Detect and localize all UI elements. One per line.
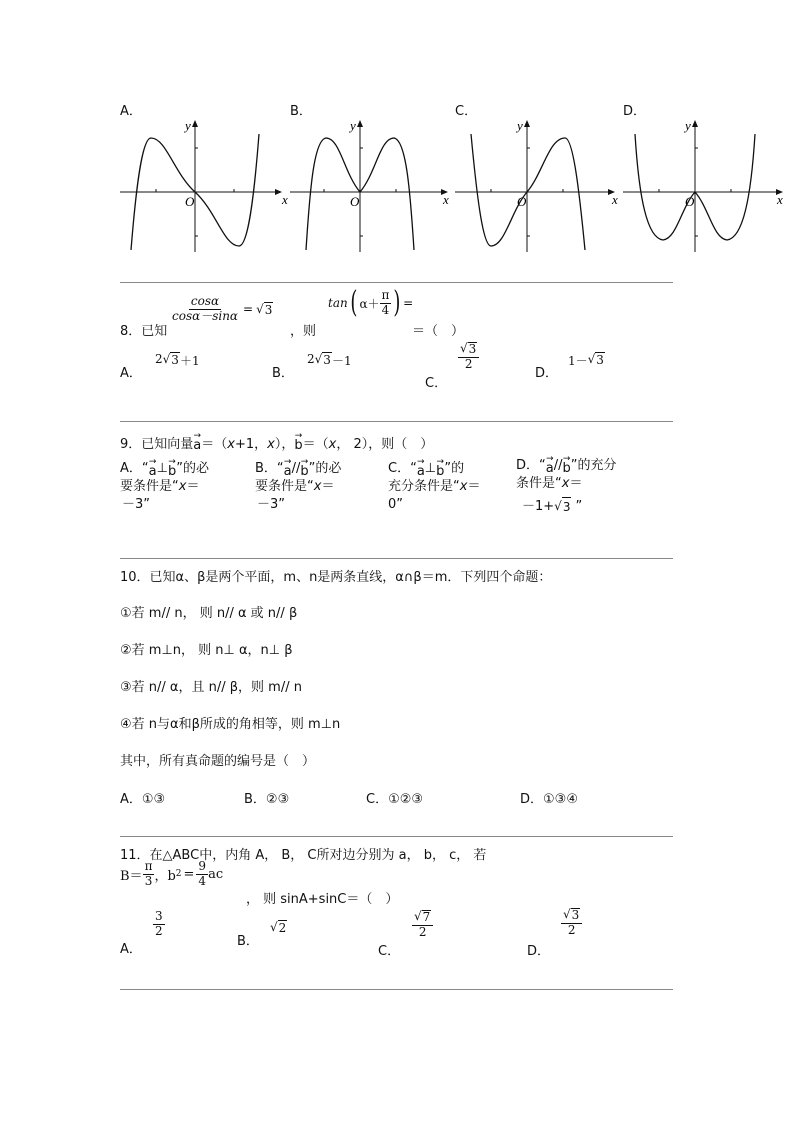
q7-graph-c-x-label: x	[612, 192, 618, 207]
q10-proposition-3: ③若 n// α，且 n// β，则 m// n	[120, 680, 302, 695]
q11-option-a-value	[153, 910, 165, 939]
q8-option-a-radicand: 3	[171, 353, 179, 367]
q8-option-a-coef: 2	[155, 352, 163, 366]
q8-option-c-label: C．	[425, 376, 448, 391]
q9-stem-intro: 9．已知向量	[120, 436, 194, 452]
q7-graph-a-y-label: y	[185, 118, 191, 133]
q10-option-c: C．①②③	[366, 792, 424, 807]
q9-option-a	[120, 458, 209, 514]
q7-graph-c-origin: O	[517, 194, 527, 209]
q8-tan-inner: α＋	[359, 296, 380, 311]
q9-option-b-line2-end: ＝	[321, 478, 335, 494]
q7-graph-d-x-label: x	[777, 192, 783, 207]
q9-option-b-line2: 要条件是“	[255, 478, 314, 494]
q11-question: ， 则 sinA+sinC＝（ ）	[246, 892, 399, 907]
q9-option-c-vec-b: b	[436, 464, 445, 480]
q9-option-c-line2-end: ＝	[467, 478, 481, 494]
divider-4	[120, 836, 673, 837]
q9-option-d-line2: 条件是“	[516, 475, 562, 491]
q9-option-a-line2: 要条件是“	[120, 478, 179, 494]
q9-option-c-prefix: C．“	[388, 460, 417, 476]
q7-graph-c	[455, 118, 625, 256]
q10-stem: 10．已知α、β是两个平面，m、n是两条直线，α∩β＝m．下列四个命题：	[120, 570, 552, 585]
q9-option-d-arrow-b: →	[562, 454, 571, 464]
q11-cond-9: 9	[198, 859, 207, 873]
q10-proposition-1: ①若 m// n， 则 n// α 或 n// β	[120, 606, 298, 621]
q10-option-b: B．②③	[244, 792, 290, 807]
q11-option-b-radicand: 2	[278, 921, 287, 935]
q7-graph-b-origin: O	[350, 194, 360, 209]
q8-option-a-tail: ＋1	[179, 354, 200, 368]
q11-option-c-denominator: 2	[418, 924, 427, 939]
q11-cond-pi: π	[144, 859, 153, 873]
q11-cond-equals: =	[183, 866, 195, 882]
q11-option-a-numerator: 3	[155, 909, 163, 923]
q9-option-c-arrow-a: →	[417, 457, 425, 467]
q9-option-c	[388, 458, 480, 514]
q9-vector-b-arrow: →	[294, 431, 303, 441]
q9-option-b-arrow-a: →	[283, 457, 292, 467]
q9-stem-tail: ， 2），则（ ）	[336, 436, 434, 452]
q11-option-d-label: D．	[527, 944, 551, 959]
q9-stem-x3: x	[328, 436, 337, 452]
q7-graph-d	[623, 118, 793, 256]
q11-option-d-denominator: 2	[567, 922, 576, 937]
q9-option-a-relation: ⊥	[156, 460, 168, 476]
q11-option-d-radicand: 3	[571, 908, 580, 922]
q11-option-d-value: √ 3 2	[561, 908, 582, 938]
q8-then: ，则	[290, 324, 317, 339]
q9-option-d-vec-b: b	[562, 461, 571, 477]
q8-option-a-label: A．	[120, 366, 142, 381]
q9-option-b-suffix: ”的必	[308, 460, 342, 476]
q9-option-b-relation: //	[291, 460, 301, 476]
q8-option-b-value: 2 √ 3 －1	[307, 352, 352, 368]
q11-cond-b: B＝	[120, 868, 143, 884]
q11-option-c-value: √ 7 2	[412, 910, 433, 940]
q7-graph-d-y-label: y	[685, 118, 691, 133]
q9-stem-close1: ），	[274, 436, 295, 452]
divider-3	[120, 558, 673, 559]
q8-option-c-radicand: 3	[468, 342, 477, 356]
q8-tan-equals: =	[403, 296, 414, 310]
q8-option-d-label: D．	[535, 366, 559, 381]
q9-option-a-suffix: ”的必	[176, 460, 209, 476]
q7-graph-a	[118, 118, 288, 256]
q8-tan-pi: π	[381, 287, 390, 302]
q9-option-d-line3-end: ”	[575, 498, 583, 514]
q9-option-d-vec-a: a	[545, 461, 554, 477]
q9-vector-a	[193, 432, 201, 452]
q9-option-a-var: x	[178, 478, 187, 494]
q7-option-a-label: A．	[120, 104, 142, 119]
q11-option-a-label: A．	[120, 942, 142, 957]
divider-1	[120, 282, 673, 283]
q7-graph-d-origin: O	[685, 194, 695, 209]
q10-question: 其中，所有真命题的编号是（ ）	[120, 754, 316, 769]
q7-graph-a-origin: O	[185, 194, 195, 209]
q8-frac-denominator: cosα－sinα	[172, 308, 239, 323]
q7-graph-a-x-label: x	[282, 192, 288, 207]
q8-option-b-radicand: 3	[323, 353, 331, 367]
q9-option-d-line2-end: ＝	[569, 475, 583, 491]
q9-stem-eq1: ＝（	[201, 436, 228, 452]
q8-number: 8．已知	[120, 324, 168, 339]
q9-option-b-prefix: B．“	[255, 460, 284, 476]
q9-stem-plus1: +1，	[234, 436, 268, 452]
q8-tan-label: tan	[328, 296, 348, 310]
q8-option-d-radicand: 3	[596, 353, 604, 367]
q9-stem-eq2: ＝（	[302, 436, 329, 452]
q11-option-c-label: C．	[378, 944, 401, 959]
q7-option-d-label: D．	[623, 104, 647, 119]
q9-option-a-prefix: A．“	[120, 460, 149, 476]
q10-proposition-2: ②若 m⊥n， 则 n⊥ α，n⊥ β	[120, 643, 293, 658]
q7-graph-b-x-label: x	[443, 192, 449, 207]
q9-option-a-line3: －3”	[122, 496, 151, 512]
q8-given-equation	[170, 295, 273, 324]
divider-5	[120, 989, 673, 990]
q7-option-b-label: B．	[290, 104, 312, 119]
q9-option-d-line3-pre: －1+	[522, 498, 555, 514]
q7-graph-b-y-label: y	[350, 118, 356, 133]
q11-option-a-denominator: 2	[155, 923, 163, 938]
q9-option-b-line3: －3”	[257, 496, 286, 512]
q9-option-a-vec-b: b	[167, 464, 177, 480]
q8-option-c-denominator: 2	[464, 356, 473, 371]
q8-option-b-tail: －1	[331, 354, 352, 368]
q9-option-a-arrow-a: →	[148, 457, 157, 467]
q8-equals: =	[243, 302, 254, 317]
q9-option-b-vec-b: b	[300, 464, 309, 480]
q8-option-a-value: 2 √ 3 ＋1	[155, 352, 200, 368]
q8-option-b-label: B．	[272, 366, 294, 381]
q11-cond-ac: ac	[208, 866, 224, 882]
q11-option-b-label: B．	[237, 934, 259, 949]
q11-cond-3: 3	[144, 873, 153, 888]
q8-sqrt3-radicand: 3	[264, 302, 273, 317]
q9-option-a-line2-end: ＝	[186, 478, 200, 494]
q9-option-d-suffix: ”的充分	[570, 457, 617, 473]
q7-option-c-label: C．	[455, 104, 478, 119]
q9-vector-a-arrow: →	[193, 431, 202, 441]
q9-vector-b	[294, 432, 302, 452]
q8-option-b-coef: 2	[307, 352, 315, 366]
q11-cond-4: 4	[198, 873, 207, 888]
q11-stem: 11．在△ABC中，内角 A， B， C所对边分别为 a， b， c， 若	[120, 848, 487, 863]
q9-option-c-line2: 充分条件是“	[388, 478, 460, 494]
q8-blank: ＝（ ）	[412, 324, 465, 339]
q9-option-d: D．“ → a // → b ”的充分 条件是“x＝ －1+ √ 3 ”	[516, 454, 617, 514]
q8-frac-numerator: cosα	[190, 294, 220, 308]
q9-option-b-vec-a: a	[283, 464, 292, 480]
q11-option-b-value: √ 2	[270, 920, 287, 935]
q10-proposition-4: ④若 n与α和β所成的角相等，则 m⊥n	[120, 717, 341, 732]
q9-option-b-var: x	[313, 478, 322, 494]
q8-tan-four: 4	[381, 302, 390, 317]
q10-option-a: A．①③	[120, 792, 166, 807]
q9-stem-x2: x	[267, 436, 275, 452]
q11-cond-b2: ，b	[154, 868, 176, 884]
q9-option-c-arrow-b: →	[436, 457, 445, 467]
q10-option-d: D．①③④	[520, 792, 578, 807]
q9-option-d-radicand: 3	[562, 497, 572, 516]
q9-option-b	[255, 458, 341, 514]
q11-option-c-radicand: 7	[422, 910, 431, 924]
q9-option-c-var: x	[459, 478, 468, 494]
q9-option-c-line3: 0”	[388, 496, 404, 512]
q9-option-d-var: x	[561, 475, 570, 491]
q9-stem-x1: x	[227, 436, 235, 452]
q8-option-c-value: √ 3 2	[458, 342, 479, 372]
q8-sqrt3: √ 3	[256, 301, 273, 317]
q8-tan-expression: tan ( α＋ $\frac{\pi}{4}$ ) =	[328, 285, 414, 320]
q11-cond-square: 2	[175, 869, 182, 880]
q9-option-c-suffix: ”的	[444, 460, 465, 476]
q7-graph-b	[288, 118, 458, 256]
q9-option-a-arrow-b: →	[168, 457, 176, 467]
q11-condition	[120, 860, 223, 889]
q9-stem	[120, 432, 433, 452]
q9-vector-a-letter: a	[193, 438, 202, 454]
q9-vector-b-letter: b	[294, 438, 303, 454]
q9-option-d-relation: //	[553, 457, 563, 473]
q9-option-c-relation: ⊥	[424, 460, 437, 476]
q9-option-c-vec-a: a	[416, 464, 425, 480]
divider-2	[120, 421, 673, 422]
q7-graph-c-y-label: y	[517, 118, 523, 133]
q9-option-a-vec-a: a	[148, 464, 157, 480]
q8-option-d-value: 1－ √ 3	[568, 352, 604, 368]
q9-option-d-arrow-a: →	[545, 454, 554, 464]
q9-option-d-prefix: D．“	[516, 457, 546, 473]
q8-option-d-head: 1－	[568, 354, 588, 368]
q9-option-b-arrow-b: →	[300, 457, 309, 467]
